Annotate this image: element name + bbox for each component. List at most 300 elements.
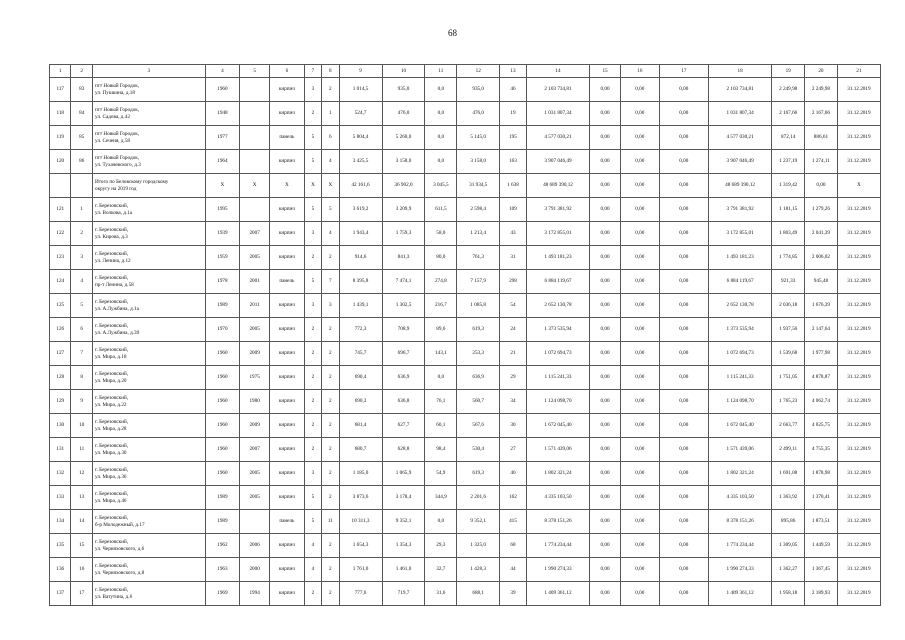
cell-c15: 0,00 xyxy=(590,78,621,102)
address-line: пгт Новый Городок, xyxy=(94,155,140,162)
address-line: г. Березовский, xyxy=(94,323,129,330)
cell-c16: 0,00 xyxy=(620,558,659,582)
cell-c12: 1 428,3 xyxy=(457,558,500,582)
cell-c5: 2009 xyxy=(240,414,270,438)
cell-c17: 0,00 xyxy=(659,126,708,150)
cell-c11: 143,1 xyxy=(425,342,457,366)
cell-c21: 31.12.2019 xyxy=(837,318,880,342)
cell-c1: 119 xyxy=(50,126,71,150)
cell-c20: 1 878,98 xyxy=(805,462,838,486)
cell-c1: 125 xyxy=(50,294,71,318)
address-line: б-р Молодежный, д.17 xyxy=(94,521,145,528)
address-line: ул. Черняховского, д.8 xyxy=(94,569,145,576)
column-number-header: 15 xyxy=(590,65,621,78)
cell-c6: кирпич xyxy=(269,198,304,222)
address-line: пгт Новый Городок, xyxy=(94,131,140,138)
cell-c7: 5 xyxy=(304,150,321,174)
address-line: ул. Мира, д.46 xyxy=(94,497,127,504)
cell-c12: 619,3 xyxy=(457,462,500,486)
cell-c10: 719,7 xyxy=(382,582,425,606)
cell-c12: 1 213,4 xyxy=(457,222,500,246)
column-number-header: 11 xyxy=(425,65,457,78)
cell-c14: 1 031 807,34 xyxy=(526,102,589,126)
cell-c9: 1 761,0 xyxy=(339,558,382,582)
cell-c4: 1989 xyxy=(205,486,240,510)
cell-c5: 2007 xyxy=(240,438,270,462)
cell-c1: 120 xyxy=(50,150,71,174)
table-row xyxy=(50,414,881,438)
cell-c1: 121 xyxy=(50,198,71,222)
cell-c15: 0,00 xyxy=(590,198,621,222)
cell-c18: 4 577 030,21 xyxy=(708,126,771,150)
cell-c6: кирпич xyxy=(269,78,304,102)
cell-c10: 1 065,9 xyxy=(382,462,425,486)
cell-c10: 3 178,4 xyxy=(382,486,425,510)
cell-c12: 1 325,0 xyxy=(457,534,500,558)
address-cell xyxy=(92,510,205,534)
cell-c10: 36 902,0 xyxy=(382,174,425,198)
cell-c14: 1 774 234,44 xyxy=(526,534,589,558)
cell-c8: 2 xyxy=(322,582,339,606)
address-cell xyxy=(92,486,205,510)
cell-c8: 4 xyxy=(322,222,339,246)
cell-c10: 3 158,0 xyxy=(382,150,425,174)
cell-c11: 3 045,5 xyxy=(425,174,457,198)
cell-c1: 122 xyxy=(50,222,71,246)
cell-c21: 31.12.2019 xyxy=(837,438,880,462)
cell-c15: 0,00 xyxy=(590,390,621,414)
cell-c19: 1 765,23 xyxy=(772,390,805,414)
cell-c4: 1948 xyxy=(205,102,240,126)
cell-c15: 0,00 xyxy=(590,270,621,294)
cell-c15: 0,00 xyxy=(590,558,621,582)
cell-c21: 31.12.2019 xyxy=(837,510,880,534)
cell-c16: 0,00 xyxy=(620,102,659,126)
address-line: ул. Ватутина, д.6 xyxy=(94,593,133,600)
cell-c16: 0,00 xyxy=(620,582,659,606)
table-row xyxy=(50,102,881,126)
address-cell xyxy=(92,438,205,462)
cell-c7: 5 xyxy=(304,126,321,150)
cell-c19: 1 539,68 xyxy=(772,342,805,366)
cell-c10: 1 759,3 xyxy=(382,222,425,246)
cell-c17: 0,00 xyxy=(659,462,708,486)
cell-c18: 1 373 535,94 xyxy=(708,318,771,342)
cell-c21: 31.12.2019 xyxy=(837,486,880,510)
cell-c19: 2 249,98 xyxy=(772,78,805,102)
cell-c4: 1960 xyxy=(205,390,240,414)
cell-c8: 2 xyxy=(322,414,339,438)
address-line: г. Березовский, xyxy=(94,563,129,570)
cell-c6: панель xyxy=(269,510,304,534)
table-row xyxy=(50,486,881,510)
cell-c11: 89,6 xyxy=(425,318,457,342)
column-number-header: 3 xyxy=(92,65,205,78)
cell-c5 xyxy=(240,102,270,126)
cell-c11: 216,7 xyxy=(425,294,457,318)
address-cell xyxy=(92,246,205,270)
address-cell xyxy=(92,534,205,558)
cell-c17: 0,00 xyxy=(659,510,708,534)
cell-c9: 3 873,6 xyxy=(339,486,382,510)
cell-c8: 11 xyxy=(322,510,339,534)
cell-c16: 0,00 xyxy=(620,534,659,558)
cell-c16: 0,00 xyxy=(620,294,659,318)
address-cell xyxy=(92,414,205,438)
cell-c7: 5 xyxy=(304,270,321,294)
cell-c18: 1 990 274,33 xyxy=(708,558,771,582)
cell-c14: 2 103 734,81 xyxy=(526,78,589,102)
cell-c19: 2 663,77 xyxy=(772,414,805,438)
table-row xyxy=(50,198,881,222)
cell-c20: 1 977,98 xyxy=(805,342,838,366)
cell-c1: 133 xyxy=(50,486,71,510)
table-row xyxy=(50,150,881,174)
cell-c10: 1 354,3 xyxy=(382,534,425,558)
column-number-header: 7 xyxy=(304,65,321,78)
cell-c10: 476,0 xyxy=(382,102,425,126)
cell-c15: 0,00 xyxy=(590,486,621,510)
cell-c20: 2 147,64 xyxy=(805,318,838,342)
cell-c20: 1 873,51 xyxy=(805,510,838,534)
cell-c8: 2 xyxy=(322,534,339,558)
cell-c15: 0,00 xyxy=(590,414,621,438)
address-line: г. Березовский, xyxy=(94,515,129,522)
cell-c9: 680,7 xyxy=(339,438,382,462)
cell-c7: 3 xyxy=(304,462,321,486)
table-row xyxy=(50,270,881,294)
cell-c8: X xyxy=(322,174,339,198)
cell-c19: 1 751,05 xyxy=(772,366,805,390)
cell-c16: 0,00 xyxy=(620,78,659,102)
cell-c2: 86 xyxy=(71,150,92,174)
cell-c13: 163 xyxy=(500,150,527,174)
address-line: ул. Пушкина, д.18 xyxy=(94,89,135,96)
cell-c14: 1 409 361,12 xyxy=(526,582,589,606)
cell-c14: 4 577 030,21 xyxy=(526,126,589,150)
cell-c10: 628,8 xyxy=(382,438,425,462)
cell-c14: 1 115 241,33 xyxy=(526,366,589,390)
cell-c9: 5 804,4 xyxy=(339,126,382,150)
column-number-header: 5 xyxy=(240,65,270,78)
cell-c20: 4 062,74 xyxy=(805,390,838,414)
cell-c20: 2 041,39 xyxy=(805,222,838,246)
cell-c8: 4 xyxy=(322,150,339,174)
column-number-header: 2 xyxy=(71,65,92,78)
cell-c7: 3 xyxy=(304,78,321,102)
cell-c11: 29,3 xyxy=(425,534,457,558)
address-line: ул. Тухачевского, д.3 xyxy=(94,161,141,168)
cell-c4: 1978 xyxy=(205,270,240,294)
cell-c21: 31.12.2019 xyxy=(837,534,880,558)
cell-c6: X xyxy=(269,174,304,198)
cell-c14: 1 493 181,23 xyxy=(526,246,589,270)
cell-c8: 2 xyxy=(322,318,339,342)
table-row xyxy=(50,318,881,342)
cell-c12: 567,6 xyxy=(457,414,500,438)
cell-c8: 7 xyxy=(322,270,339,294)
cell-c20: 945,48 xyxy=(805,270,838,294)
address-cell xyxy=(92,150,205,174)
cell-c14: 1 571 439,06 xyxy=(526,438,589,462)
cell-c10: 7 474,1 xyxy=(382,270,425,294)
cell-c19: 1 958,18 xyxy=(772,582,805,606)
cell-c8: 2 xyxy=(322,246,339,270)
cell-c15: 0,00 xyxy=(590,534,621,558)
cell-c20: 4 755,35 xyxy=(805,438,838,462)
cell-c21: 31.12.2019 xyxy=(837,102,880,126)
cell-c13: 19 xyxy=(500,102,527,126)
cell-c14: 3 791 381,92 xyxy=(526,198,589,222)
cell-c20: 1 367,45 xyxy=(805,558,838,582)
cell-c9: 524,7 xyxy=(339,102,382,126)
cell-c13: 54 xyxy=(500,294,527,318)
address-line: г. Березовский, xyxy=(94,491,129,498)
table-row xyxy=(50,510,881,534)
cell-c13: 34 xyxy=(500,390,527,414)
cell-c12: 9 352,1 xyxy=(457,510,500,534)
cell-c13: 44 xyxy=(500,558,527,582)
cell-c5: 1975 xyxy=(240,366,270,390)
cell-c20: 1 279,26 xyxy=(805,198,838,222)
cell-c21: 31.12.2019 xyxy=(837,414,880,438)
cell-c20: 4 025,75 xyxy=(805,414,838,438)
cell-c7: 2 xyxy=(304,366,321,390)
cell-c16: 0,00 xyxy=(620,150,659,174)
address-line: ул. Кирова, д.3 xyxy=(94,233,128,240)
cell-c4: 1960 xyxy=(205,342,240,366)
cell-c8: 2 xyxy=(322,486,339,510)
address-line: ул. А.Лужбина, д.39 xyxy=(94,329,140,336)
cell-c5: 2005 xyxy=(240,246,270,270)
cell-c15: 0,00 xyxy=(590,438,621,462)
address-line: пр-т Ленина, д.58 xyxy=(94,281,134,288)
cell-c7: 2 xyxy=(304,318,321,342)
cell-c1: 137 xyxy=(50,582,71,606)
address-line: ул. А.Лужбина, д.1а xyxy=(94,305,139,312)
cell-c2: 10 xyxy=(71,414,92,438)
cell-c15: 0,00 xyxy=(590,462,621,486)
cell-c11: 32,7 xyxy=(425,558,457,582)
cell-c13: 1 638 xyxy=(500,174,527,198)
table-row xyxy=(50,558,881,582)
cell-c21: 31.12.2019 xyxy=(837,78,880,102)
cell-c5: 2007 xyxy=(240,222,270,246)
cell-c4: 1960 xyxy=(205,462,240,486)
cell-c18: 1 124 098,70 xyxy=(708,390,771,414)
cell-c20: 2 006,02 xyxy=(805,246,838,270)
cell-c9: 1 654,3 xyxy=(339,534,382,558)
cell-c1: 131 xyxy=(50,438,71,462)
cell-c16: 0,00 xyxy=(620,198,659,222)
address-line: г. Березовский, xyxy=(94,227,129,234)
cell-c17: 0,00 xyxy=(659,534,708,558)
cell-c2: 14 xyxy=(71,510,92,534)
cell-c2: 4 xyxy=(71,270,92,294)
cell-c6: кирпич xyxy=(269,318,304,342)
cell-c16: 0,00 xyxy=(620,246,659,270)
cell-c13: 21 xyxy=(500,342,527,366)
cell-c6: кирпич xyxy=(269,582,304,606)
cell-c1: 136 xyxy=(50,558,71,582)
cell-c6: кирпич xyxy=(269,534,304,558)
cell-c8: 2 xyxy=(322,366,339,390)
cell-c4: 1989 xyxy=(205,510,240,534)
table-row xyxy=(50,294,881,318)
cell-c19: 1 363,92 xyxy=(772,486,805,510)
address-line: ул. Мира, д.28 xyxy=(94,425,127,432)
cell-c8: 2 xyxy=(322,438,339,462)
cell-c9: 690,3 xyxy=(339,390,382,414)
cell-c11: 0,0 xyxy=(425,78,457,102)
cell-c12: 2 598,4 xyxy=(457,198,500,222)
cell-c1: 127 xyxy=(50,342,71,366)
cell-c7: 3 xyxy=(304,222,321,246)
cell-c7: 5 xyxy=(304,198,321,222)
cell-c12: 7 157,9 xyxy=(457,270,500,294)
cell-c6: кирпич xyxy=(269,366,304,390)
cell-c11: 611,5 xyxy=(425,198,457,222)
cell-c16: 0,00 xyxy=(620,342,659,366)
cell-c1: 135 xyxy=(50,534,71,558)
table-row xyxy=(50,342,881,366)
column-number-header: 4 xyxy=(205,65,240,78)
cell-c2: 13 xyxy=(71,486,92,510)
cell-c6: кирпич xyxy=(269,462,304,486)
column-number-header: 21 xyxy=(837,65,880,78)
cell-c9: 772,3 xyxy=(339,318,382,342)
cell-c8: 1 xyxy=(322,102,339,126)
cell-c1: 117 xyxy=(50,78,71,102)
cell-c9: 8 395,8 xyxy=(339,270,382,294)
cell-c13: 109 xyxy=(500,198,527,222)
cell-c8: 3 xyxy=(322,294,339,318)
cell-c4: 1995 xyxy=(205,198,240,222)
cell-c18: 8 378 151,26 xyxy=(708,510,771,534)
cell-c17: 0,00 xyxy=(659,270,708,294)
cell-c7: 5 xyxy=(304,486,321,510)
cell-c21: 31.12.2019 xyxy=(837,126,880,150)
address-line: пгт Новый Городок, xyxy=(94,83,140,90)
cell-c20: 2 249,98 xyxy=(805,78,838,102)
cell-c5 xyxy=(240,198,270,222)
address-line: г. Березовский, xyxy=(94,275,129,282)
cell-c2: 2 xyxy=(71,222,92,246)
table-row xyxy=(50,462,881,486)
column-number-header: 20 xyxy=(805,65,838,78)
cell-c12: 560,7 xyxy=(457,390,500,414)
cell-c6: кирпич xyxy=(269,150,304,174)
address-line: г. Березовский, xyxy=(94,467,129,474)
cell-c21: 31.12.2019 xyxy=(837,150,880,174)
cell-c16: 0,00 xyxy=(620,270,659,294)
cell-c6: кирпич xyxy=(269,342,304,366)
cell-c17: 0,00 xyxy=(659,198,708,222)
cell-c13: 27 xyxy=(500,438,527,462)
cell-c18: 4 335 103,50 xyxy=(708,486,771,510)
cell-c8: 2 xyxy=(322,462,339,486)
cell-c14: 1 802 321,24 xyxy=(526,462,589,486)
cell-c10: 636,9 xyxy=(382,366,425,390)
cell-c15: 0,00 xyxy=(590,102,621,126)
cell-c17: 0,00 xyxy=(659,78,708,102)
cell-c8: 2 xyxy=(322,390,339,414)
cell-c15: 0,00 xyxy=(590,582,621,606)
cell-c11: 54,9 xyxy=(425,462,457,486)
cell-c12: 636,9 xyxy=(457,366,500,390)
cell-c2: 16 xyxy=(71,558,92,582)
cell-c10: 708,9 xyxy=(382,318,425,342)
cell-c5: 2001 xyxy=(240,270,270,294)
cell-c9: 3 425,5 xyxy=(339,150,382,174)
cell-c11: 98,4 xyxy=(425,438,457,462)
address-line: ул. Мира, д.18 xyxy=(94,353,127,360)
cell-c19: 1 362,27 xyxy=(772,558,805,582)
cell-c14: 6 884 119,67 xyxy=(526,270,589,294)
cell-c19: 1 937,56 xyxy=(772,318,805,342)
cell-c20: 1 449,59 xyxy=(805,534,838,558)
cell-c17: 0,00 xyxy=(659,222,708,246)
cell-c12: 935,0 xyxy=(457,78,500,102)
cell-c19: 872,14 xyxy=(772,126,805,150)
cell-c5: 2011 xyxy=(240,294,270,318)
cell-c20: 2 189,93 xyxy=(805,582,838,606)
cell-c17: 0,00 xyxy=(659,246,708,270)
cell-c7: 3 xyxy=(304,294,321,318)
cell-c2: 7 xyxy=(71,342,92,366)
cell-c20: 1 370,41 xyxy=(805,486,838,510)
column-number-header: 12 xyxy=(457,65,500,78)
cell-c16: 0,00 xyxy=(620,222,659,246)
cell-c14: 1 672 045,40 xyxy=(526,414,589,438)
cell-c12: 2 201,6 xyxy=(457,486,500,510)
table-row xyxy=(50,222,881,246)
cell-c1: 128 xyxy=(50,366,71,390)
cell-c19: 2 167,66 xyxy=(772,102,805,126)
cell-c15: 0,00 xyxy=(590,366,621,390)
cell-c2: 6 xyxy=(71,318,92,342)
page-number: 68 xyxy=(448,28,457,38)
address-cell xyxy=(92,366,205,390)
cell-c6: кирпич xyxy=(269,390,304,414)
housing-register-table xyxy=(49,64,881,606)
cell-c17: 0,00 xyxy=(659,438,708,462)
cell-c17: 0,00 xyxy=(659,558,708,582)
cell-c12: 3 158,0 xyxy=(457,150,500,174)
column-number-header: 10 xyxy=(382,65,425,78)
address-cell xyxy=(92,102,205,126)
cell-c19: 921,33 xyxy=(772,270,805,294)
cell-c5: 2005 xyxy=(240,318,270,342)
column-number-header: 16 xyxy=(620,65,659,78)
cell-c2 xyxy=(71,174,92,198)
cell-c13: 415 xyxy=(500,510,527,534)
cell-c1: 123 xyxy=(50,246,71,270)
cell-c7: 2 xyxy=(304,102,321,126)
cell-c15: 0,00 xyxy=(590,246,621,270)
cell-c13: 31 xyxy=(500,246,527,270)
cell-c8: 5 xyxy=(322,198,339,222)
table-row xyxy=(50,534,881,558)
cell-c14: 48 689 390,12 xyxy=(526,174,589,198)
cell-c14: 1 373 535,94 xyxy=(526,318,589,342)
address-line: г. Березовский, xyxy=(94,443,129,450)
cell-c6: кирпич xyxy=(269,294,304,318)
cell-c12: 688,1 xyxy=(457,582,500,606)
total-row xyxy=(50,174,881,198)
cell-c6: кирпич xyxy=(269,414,304,438)
cell-c4: 1969 xyxy=(205,582,240,606)
